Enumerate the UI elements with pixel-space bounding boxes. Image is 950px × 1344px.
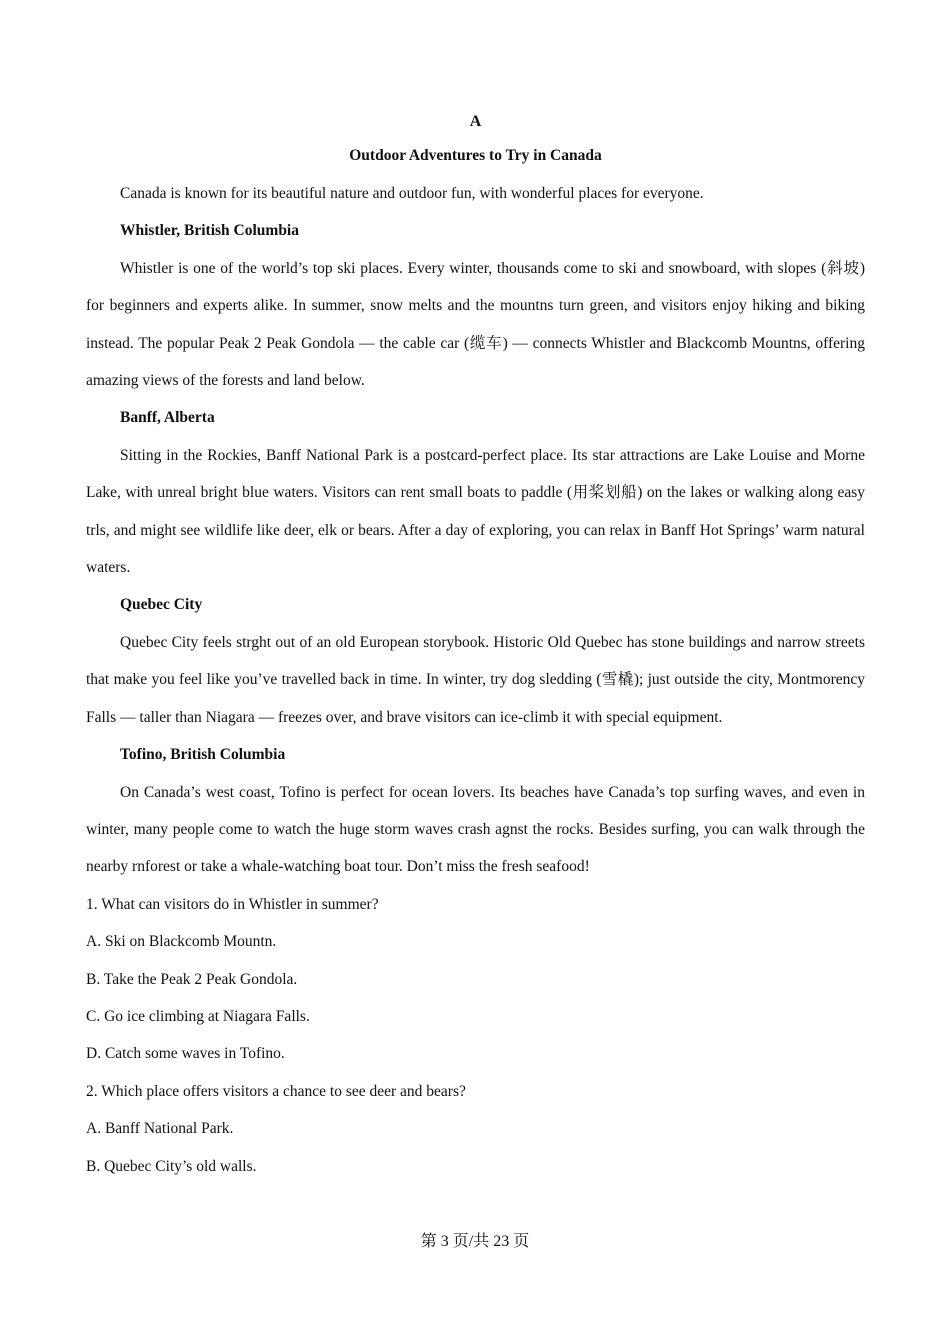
question-1-option-d: D. Catch some waves in Tofino. xyxy=(86,1045,285,1063)
section-text-tofino: On Canada’s west coast, Tofino is perfect for ocean lovers. Its beaches have Canada’s top surfing waves, and even in winter, many people come to watch the huge storm waves crash agnst the rocks. Besides surfing, you can walk through the nearby rnforest or take a whale-watching boat tour. Don’t miss the fresh seafood! xyxy=(86,783,865,876)
section-letter: A xyxy=(469,113,482,130)
section-text-whistler: Whistler is one of the world’s top ski places. Every winter, thousands come to ski and snowboard, with slopes (斜坡) for beginners and experts alike. In summer, snow melts and the mountns turn green, and visitors enjoy hiking and biking instead. The popular Peak 2 Peak Gondola — the cable car (缆车) — connects Whistler and Blackcomb Mountns, offering amazing views of the forests and land below. xyxy=(86,259,865,390)
question-2-option-a: A. Banff National Park. xyxy=(86,1120,234,1138)
question-1-stem: 1. What can visitors do in Whistler in summer? xyxy=(86,895,379,913)
question-1-option-b: B. Take the Peak 2 Peak Gondola. xyxy=(86,970,298,988)
page-footer: 第 3 页/共 23 页 xyxy=(420,1233,530,1250)
passage-title: Outdoor Adventures to Try in Canada xyxy=(349,147,602,164)
section-heading-banff: Banff, Alberta xyxy=(120,409,215,427)
question-2-option-b: B. Quebec City’s old walls. xyxy=(86,1157,257,1175)
passage-body xyxy=(86,175,865,1185)
section-heading-tofino: Tofino, British Columbia xyxy=(120,746,286,764)
section-text-banff: Sitting in the Rockies, Banff National Park is a postcard-perfect place. Its star attractions are Lake Louise and Morne Lake, with unreal bright blue waters. Visitors can rent small boats to paddle (用桨划船) on the lakes or walking along easy trls, and might see wildlife like deer, elk or bears. After a day of exploring, you can relax in Banff Hot Springs’ warm natural waters. xyxy=(86,446,865,577)
question-1-option-c: C. Go ice climbing at Niagara Falls. xyxy=(86,1007,310,1025)
question-1-option-a: A. Ski on Blackcomb Mountn. xyxy=(86,933,277,951)
section-heading-quebec: Quebec City xyxy=(120,596,203,614)
section-text-quebec: Quebec City feels strght out of an old European storybook. Historic Old Quebec has stone buildings and narrow streets that make you feel like you’ve travelled back in time. In winter, try dog sledding (雪橇); just outside the city, Montmorency Falls — taller than Niagara — freezes over, and brave visitors can ice-climb it with special equipment. xyxy=(86,633,865,726)
question-2-stem: 2. Which place offers visitors a chance to see deer and bears? xyxy=(86,1082,466,1100)
section-heading-whistler: Whistler, British Columbia xyxy=(120,222,299,240)
intro-paragraph: Canada is known for its beautiful nature and outdoor fun, with wonderful places for everyone. xyxy=(120,185,704,202)
